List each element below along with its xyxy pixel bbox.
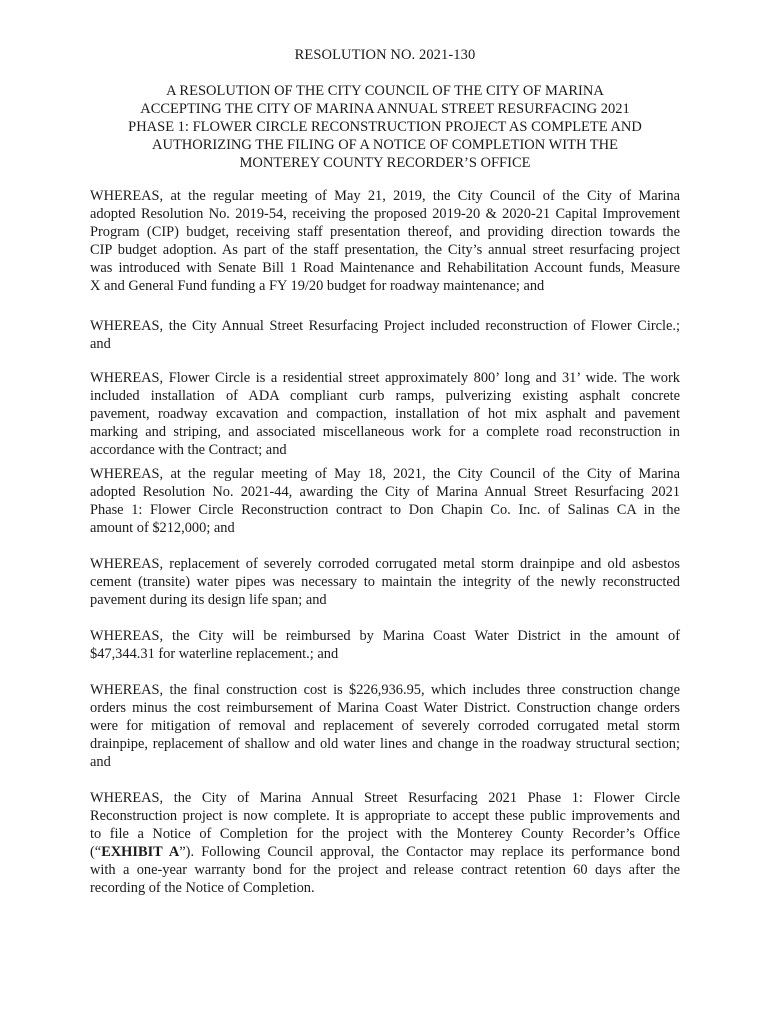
title-line: ACCEPTING THE CITY OF MARINA ANNUAL STREET RESURFACING 2021 bbox=[140, 101, 630, 117]
paragraph-line: pavement during its design life span; and bbox=[90, 592, 327, 608]
paragraph-line: CIP budget adoption. As part of the staff presentation, the City’s annual street resurfacing project bbox=[90, 242, 680, 258]
paragraph-line: accordance with the Contract; and bbox=[90, 442, 287, 458]
paragraph-line: Phase 1: Flower Circle Reconstruction contract to Don Chapin Co. Inc. of Salinas CA in the bbox=[90, 502, 680, 518]
paragraph-line: and bbox=[90, 754, 111, 770]
paragraph-line: was introduced with Senate Bill 1 Road Maintenance and Rehabilitation Account funds, Measure bbox=[90, 260, 680, 276]
paragraph-line: WHEREAS, replacement of severely corroded corrugated metal storm drainpipe and old asbestos bbox=[90, 556, 680, 572]
whereas-paragraph-3 bbox=[90, 369, 680, 459]
paragraph-line: amount of $212,000; and bbox=[90, 520, 235, 536]
resolution-title bbox=[90, 82, 680, 172]
resolution-number: RESOLUTION NO. 2021-130 bbox=[294, 47, 476, 63]
whereas-paragraph-8 bbox=[90, 789, 680, 897]
paragraph-line: WHEREAS, at the regular meeting of May 21, 2019, the City Council of the City of Marina bbox=[90, 188, 680, 204]
paragraph-line: drainpipe, replacement of shallow and old water lines and change in the roadway structural section; bbox=[90, 736, 680, 752]
paragraph-line: (“EXHIBIT A”). Following Council approval, the Contactor may replace its performance bond bbox=[90, 844, 680, 860]
whereas-paragraph-4 bbox=[90, 465, 680, 537]
paragraph-line: WHEREAS, Flower Circle is a residential street approximately 800’ long and 31’ wide. The work bbox=[90, 370, 680, 386]
paragraph-line: WHEREAS, at the regular meeting of May 18, 2021, the City Council of the City of Marina bbox=[90, 466, 680, 482]
whereas-paragraph-2 bbox=[90, 317, 680, 353]
paragraph-line: WHEREAS, the City of Marina Annual Street Resurfacing 2021 Phase 1: Flower Circle bbox=[90, 790, 680, 806]
paragraph-line: Reconstruction project is now complete. It is appropriate to accept these public improvements and bbox=[90, 808, 680, 824]
whereas-paragraph-1 bbox=[90, 187, 680, 295]
paragraph-line: adopted Resolution No. 2021-44, awarding the City of Marina Annual Street Resurfacing 2021 bbox=[90, 484, 680, 500]
paragraph-line: orders minus the cost reimbursement of Marina Coast Water District. Construction change orders bbox=[90, 700, 680, 716]
paragraph-line: with a one-year warranty bond for the project and release contract retention 60 days after the bbox=[90, 862, 680, 878]
paragraph-line: to file a Notice of Completion for the project with the Monterey County Recorder’s Office bbox=[90, 826, 680, 842]
title-line: AUTHORIZING THE FILING OF A NOTICE OF COMPLETION WITH THE bbox=[152, 137, 618, 153]
title-line: MONTEREY COUNTY RECORDER’S OFFICE bbox=[239, 155, 531, 171]
paragraph-line: WHEREAS, the City will be reimbursed by Marina Coast Water District in the amount of bbox=[90, 628, 680, 644]
whereas-paragraph-6 bbox=[90, 627, 680, 663]
paragraph-line: and bbox=[90, 336, 111, 352]
whereas-paragraph-7 bbox=[90, 681, 680, 771]
paragraph-line: recording of the Notice of Completion. bbox=[90, 880, 315, 896]
paragraph-line: WHEREAS, the City Annual Street Resurfacing Project included reconstruction of Flower Circle.; bbox=[90, 318, 680, 334]
paragraph-line: were for mitigation of removal and replacement of severely corroded corrugated metal storm bbox=[90, 718, 680, 734]
paragraph-line: Program (CIP) budget, receiving staff presentation thereof, and providing direction towards the bbox=[90, 224, 680, 240]
paragraph-line: cement (transite) water pipes was necessary to maintain the integrity of the newly reconstructed bbox=[90, 574, 680, 590]
title-line: A RESOLUTION OF THE CITY COUNCIL OF THE CITY OF MARINA bbox=[166, 83, 604, 99]
whereas-paragraph-5 bbox=[90, 555, 680, 609]
paragraph-line: X and General Fund funding a FY 19/20 budget for roadway maintenance; and bbox=[90, 278, 545, 294]
paragraph-line: pavement, roadway excavation and compaction, installation of hot mix asphalt and pavement bbox=[90, 406, 680, 422]
paragraph-line: included installation of ADA compliant curb ramps, pulverizing existing asphalt concrete bbox=[90, 388, 680, 404]
paragraph-line: $47,344.31 for waterline replacement.; and bbox=[90, 646, 339, 662]
title-line: PHASE 1: FLOWER CIRCLE RECONSTRUCTION PROJECT AS COMPLETE AND bbox=[128, 119, 642, 135]
paragraph-line: marking and striping, and associated miscellaneous work for a complete road reconstruction in bbox=[90, 424, 680, 440]
paragraph-line: adopted Resolution No. 2019-54, receiving the proposed 2019-20 & 2020-21 Capital Improvement bbox=[90, 206, 680, 222]
paragraph-line: WHEREAS, the final construction cost is $226,936.95, which includes three construction change bbox=[90, 682, 680, 698]
exhibit-label: EXHIBIT A bbox=[101, 844, 180, 860]
